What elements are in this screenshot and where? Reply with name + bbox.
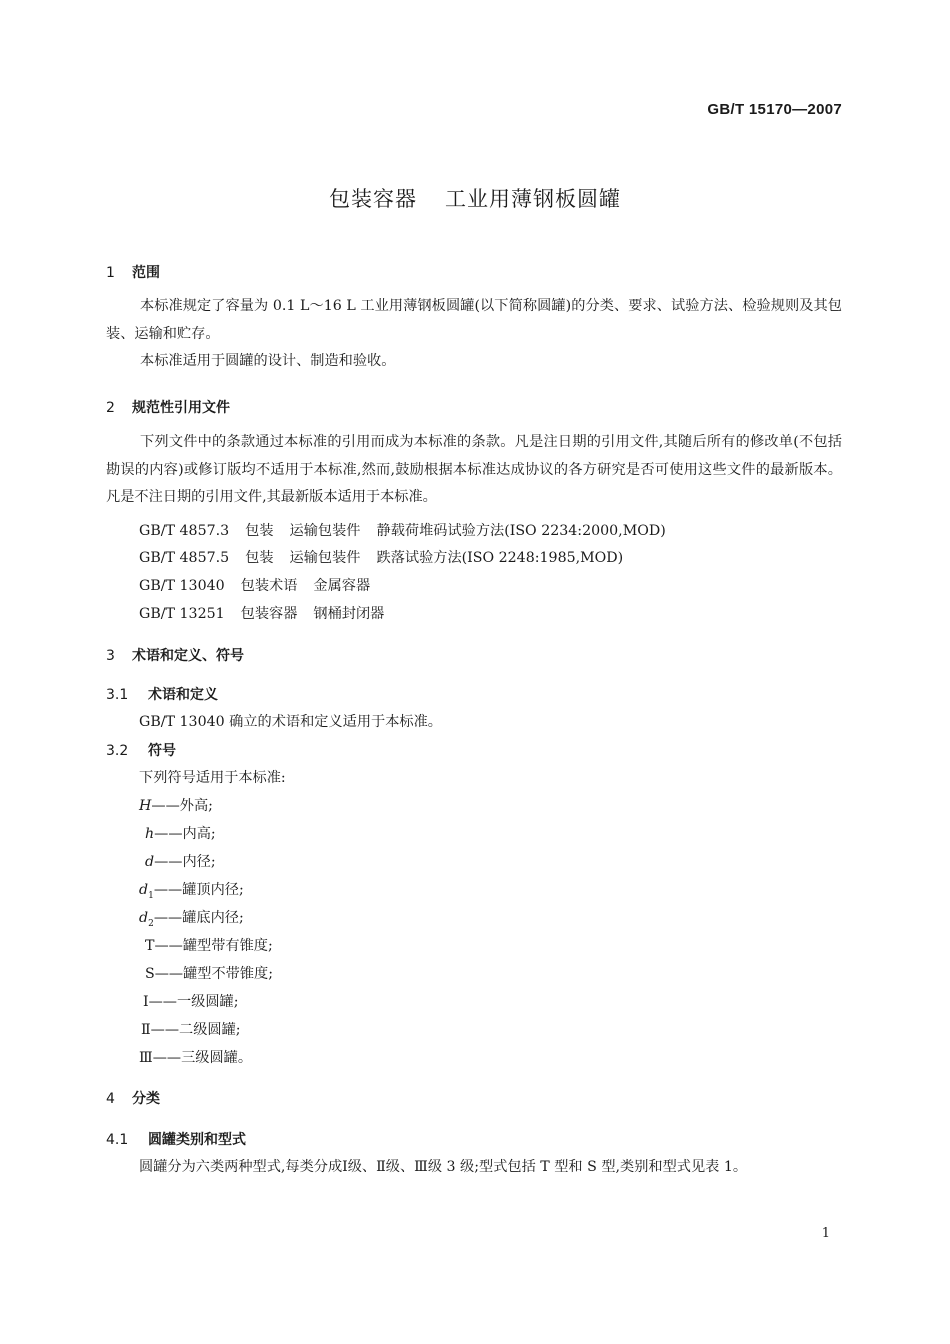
subsection-number: 3.2: [106, 743, 129, 759]
symbol: S: [145, 966, 155, 982]
reference-item: [139, 520, 682, 540]
symbol: h: [145, 826, 155, 842]
subsection-number: 4.1: [106, 1132, 129, 1148]
reference-part-b: 运输包装件: [289, 550, 361, 566]
reference-part-a: 包装: [245, 550, 274, 566]
symbol-item: [143, 991, 239, 1011]
symbol: d: [139, 882, 149, 898]
symbol-item: [145, 823, 216, 843]
section-2-para-1: 下列文件中的条款通过本标准的引用而成为本标准的条款。凡是注日期的引用文件,其随后所有的修改单(不包括勘误的内容)或修订版均不适用于本标准,然而,鼓励根据本标准达成协议的各方研究是否可使用这些文件的最新版本。凡是不注日期的引用文件,其最新版本适用于本标准。: [106, 434, 842, 505]
symbol: Ⅲ: [139, 1050, 153, 1066]
section-2-heading: [106, 397, 230, 417]
reference-code: GB/T 13040: [139, 578, 225, 594]
symbol-description: ——外高;: [151, 798, 213, 814]
symbol-description: ——二级圆罐;: [150, 1022, 241, 1038]
subsection-4-1-text: 圆罐分为六类两种型式,每类分成Ⅰ级、Ⅱ级、Ⅲ级 3 级;型式包括 T 型和 S 型,类别和型式见表 1。: [139, 1159, 748, 1175]
symbol-item: [141, 1019, 241, 1039]
reference-part-b: 钢桶封闭器: [313, 606, 385, 622]
symbol: d: [145, 854, 155, 870]
section-number: 1: [106, 265, 115, 281]
reference-code: GB/T 13251: [139, 606, 225, 622]
symbol-item: [139, 795, 213, 815]
symbol: d: [139, 910, 149, 926]
symbol-description: ——一级圆罐;: [148, 994, 239, 1010]
symbols-intro: 下列符号适用于本标准:: [139, 770, 286, 786]
subsection-title: 术语和定义: [148, 687, 218, 703]
section-title: 范围: [132, 265, 160, 281]
section-3-heading: [106, 645, 244, 665]
symbol-item: [145, 963, 273, 983]
subsection-3-1-heading: [106, 684, 218, 704]
reference-code: GB/T 4857.5: [139, 550, 230, 566]
symbol-subscript: 1: [148, 890, 154, 901]
subsection-title: 符号: [148, 743, 176, 759]
standard-number: GB/T 15170—2007: [707, 101, 842, 118]
section-number: 4: [106, 1091, 115, 1107]
symbol-item: [145, 851, 216, 871]
reference-part-a: 包装: [245, 523, 274, 539]
reference-item: [139, 575, 386, 595]
title-part-1: 包装容器: [329, 187, 417, 211]
title-part-2: 工业用薄钢板圆罐: [445, 187, 621, 211]
symbol-description: ——罐顶内径;: [153, 882, 244, 898]
symbol-description: ——罐型带有锥度;: [154, 938, 273, 954]
reference-part-a: 包装术语: [240, 578, 298, 594]
section-title: 术语和定义、符号: [132, 648, 244, 664]
section-title: 分类: [132, 1091, 160, 1107]
section-title: 规范性引用文件: [132, 400, 230, 416]
subsection-3-2-heading: [106, 740, 176, 760]
symbol-description: ——内径;: [154, 854, 216, 870]
symbol: T: [145, 938, 155, 954]
subsection-number: 3.1: [106, 687, 129, 703]
symbol: Ⅱ: [141, 1022, 151, 1038]
reference-part-a: 包装容器: [240, 606, 298, 622]
section-1-para-2: 本标准适用于圆罐的设计、制造和验收。: [140, 353, 396, 369]
reference-item: [139, 603, 400, 623]
symbol-description: ——罐底内径;: [153, 910, 244, 926]
symbol: Ⅰ: [143, 994, 149, 1010]
section-number: 2: [106, 400, 115, 416]
reference-part-c: 静载荷堆码试验方法(ISO 2234:2000,MOD): [376, 523, 666, 539]
subsection-title: 圆罐类别和型式: [148, 1132, 246, 1148]
reference-part-c: 跌落试验方法(ISO 2248:1985,MOD): [376, 550, 624, 566]
symbol-description: ——罐型不带锥度;: [154, 966, 274, 982]
section-1-para-1: 本标准规定了容量为 0.1 L～16 L 工业用薄钢板圆罐(以下简称圆罐)的分类、要求、试验方法、检验规则及其包装、运输和贮存。: [106, 298, 842, 342]
reference-item: [139, 547, 639, 567]
reference-code: GB/T 4857.3: [139, 523, 230, 539]
document-title: [0, 183, 950, 213]
subsection-4-1-heading: [106, 1129, 246, 1149]
symbol-description: ——三级圆罐。: [152, 1050, 253, 1066]
section-1-heading: [106, 262, 160, 282]
symbol-item: [145, 935, 273, 955]
symbol-description: ——内高;: [154, 826, 216, 842]
subsection-3-1-text: GB/T 13040 确立的术语和定义适用于本标准。: [139, 714, 442, 730]
symbol: H: [139, 798, 152, 814]
symbol-item: [139, 1047, 252, 1067]
symbol-item: [139, 907, 244, 929]
page-number: 1: [821, 1226, 830, 1241]
reference-part-b: 金属容器: [313, 578, 371, 594]
symbol-item: [139, 879, 244, 901]
section-4-heading: [106, 1088, 160, 1108]
section-number: 3: [106, 648, 115, 664]
symbol-subscript: 2: [148, 918, 154, 929]
reference-part-b: 运输包装件: [289, 523, 361, 539]
